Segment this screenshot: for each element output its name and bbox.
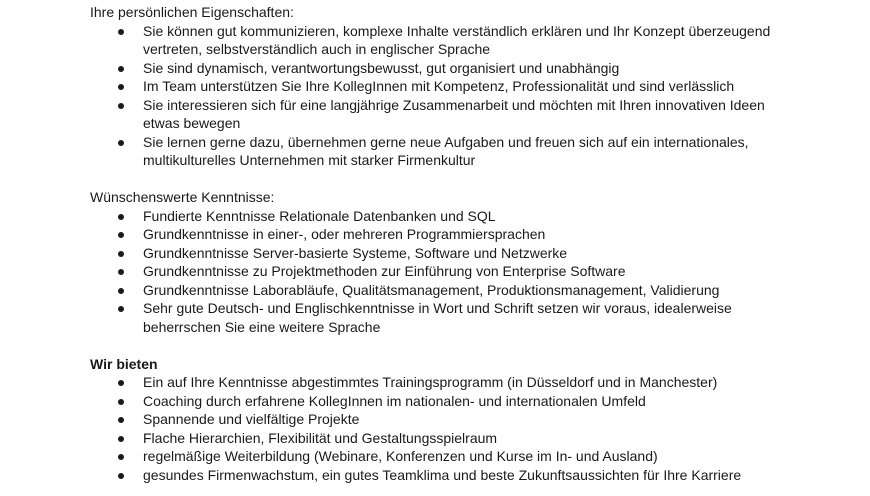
list-item — [90, 262, 790, 281]
list-item-text: Im Team unterstützen Sie Ihre KollegInnen mit Kompetenz, Professionalität und sind verlässlich — [143, 78, 735, 94]
list-item — [90, 429, 790, 448]
section-desired-skills — [90, 188, 790, 336]
list-item — [90, 281, 790, 300]
list-item — [90, 244, 790, 263]
bullet-list — [90, 22, 790, 170]
bullet-icon — [118, 436, 124, 442]
list-item-text: gesundes Firmenwachstum, ein gutes Teamklima und beste Zukunftsaussichten für Ihre Karriere — [143, 466, 742, 483]
bullet-icon — [118, 29, 124, 35]
list-item — [90, 59, 790, 78]
bullet-icon — [118, 380, 124, 386]
list-item — [90, 77, 790, 96]
list-item-text: Grundkenntnisse in einer-, oder mehreren Programmiersprachen — [143, 226, 546, 242]
list-item-text: Grundkenntnisse Laborabläufe, Qualitätsmanagement, Produktionsmanagement, Validierung — [143, 281, 720, 298]
list-item — [90, 466, 790, 485]
bullet-icon — [118, 399, 124, 405]
list-item — [90, 207, 790, 226]
section-heading: Wir bieten — [90, 355, 158, 372]
list-item — [90, 373, 790, 392]
list-item-text: regelmäßige Weiterbildung (Webinare, Konferenzen und Kurse im In- und Ausland) — [143, 448, 658, 464]
list-item-text: Sie interessieren sich für eine langjährige Zusammenarbeit und möchten mit Ihren innovativen Ideen etwas bewegen — [143, 96, 765, 131]
list-item-text: Grundkenntnisse Server-basierte Systeme, Software und Netzwerke — [143, 244, 568, 261]
bullet-list — [90, 373, 790, 484]
section-spacer — [90, 336, 790, 355]
section-personal-traits — [90, 3, 790, 170]
list-item — [90, 299, 790, 336]
list-item — [90, 392, 790, 411]
list-item — [90, 410, 790, 429]
list-item — [90, 96, 790, 133]
bullet-icon — [118, 251, 124, 257]
bullet-icon — [118, 84, 124, 90]
bullet-icon — [118, 417, 124, 423]
list-item-text: Flache Hierarchien, Flexibilität und Gestaltungsspielraum — [143, 429, 498, 446]
list-item — [90, 447, 790, 466]
section-we-offer — [90, 355, 790, 485]
bullet-icon — [118, 103, 124, 109]
list-item-text: Sie können gut kommunizieren, komplexe Inhalte verständlich erklären und Ihr Konzept überzeugend vertreten, selbstverständlich auch in englischer Sprache — [143, 22, 771, 57]
list-item-text: Sie sind dynamisch, verantwortungsbewusst, gut organisiert und unabhängig — [143, 59, 620, 76]
list-item-text: Spannende und vielfältige Projekte — [143, 411, 360, 427]
list-item-text: Fundierte Kenntnisse Relationale Datenbanken und SQL — [143, 207, 496, 224]
bullet-icon — [118, 306, 124, 312]
bullet-icon — [118, 232, 124, 238]
bullet-icon — [118, 288, 124, 294]
section-heading: Wünschenswerte Kenntnisse: — [90, 189, 275, 205]
list-item-text: Grundkenntnisse zu Projektmethoden zur Einführung von Enterprise Software — [143, 263, 626, 279]
list-item-text: Sie lernen gerne dazu, übernehmen gerne neue Aufgaben und freuen sich auf ein internationales, multikulturelles Unternehmen mit starker Firmenkultur — [143, 133, 749, 168]
list-item — [90, 225, 790, 244]
list-item-text: Sehr gute Deutsch- und Englischkenntnisse in Wort und Schrift setzen wir voraus, idealerweise beherrschen Sie eine weitere Sprache — [143, 300, 732, 335]
bullet-icon — [118, 140, 124, 146]
list-item — [90, 133, 790, 170]
list-item-text: Coaching durch erfahrene KollegInnen im nationalen- und internationalen Umfeld — [143, 392, 646, 409]
bullet-icon — [118, 454, 124, 460]
list-item — [90, 22, 790, 59]
bullet-icon — [118, 66, 124, 72]
bullet-icon — [118, 269, 124, 275]
list-item-text: Ein auf Ihre Kenntnisse abgestimmtes Trainingsprogramm (in Düsseldorf und in Manchester) — [143, 374, 718, 390]
section-heading: Ihre persönlichen Eigenschaften: — [90, 4, 294, 20]
bullet-icon — [118, 473, 124, 479]
job-description-document — [90, 3, 790, 484]
bullet-icon — [118, 214, 124, 220]
section-spacer — [90, 170, 790, 189]
bullet-list — [90, 207, 790, 337]
